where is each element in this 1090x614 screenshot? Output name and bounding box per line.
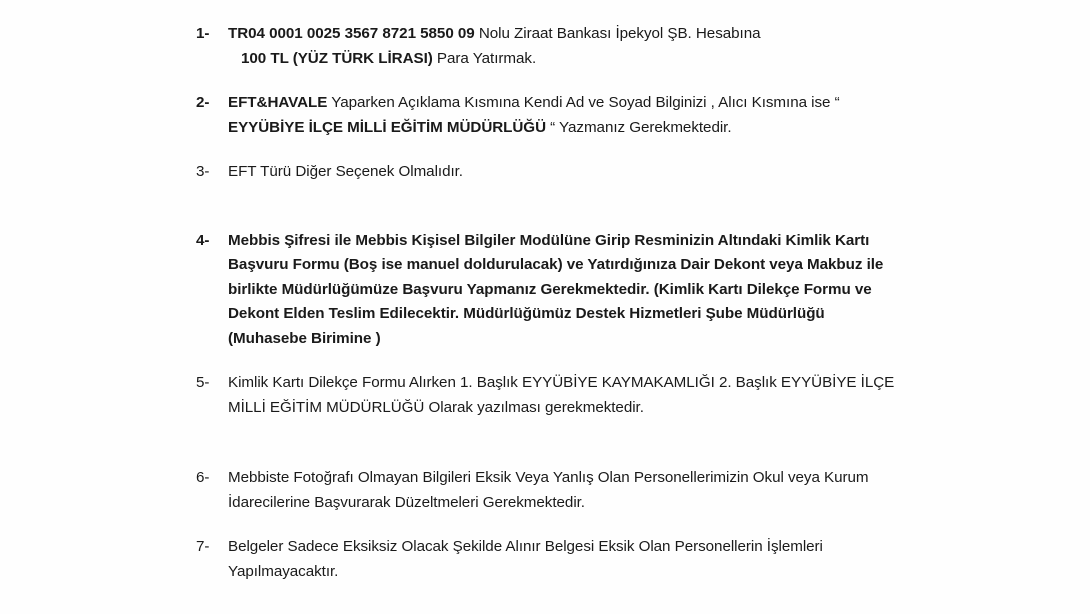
list-marker-3: 3- (196, 163, 210, 180)
list-item-3 (196, 160, 902, 185)
iban-number: TR04 0001 0025 3567 8721 5850 09 (228, 25, 475, 42)
spacer (196, 351, 902, 371)
list-item-4 (196, 229, 902, 352)
list-item-7-text: Belgeler Sadece Eksiksiz Olacak Şekilde Alınır Belgesi Eksik Olan Personellerin İşlemleri Yapılmayacaktır. (228, 538, 823, 580)
list-item-5-text: Kimlik Kartı Dilekçe Formu Alırken 1. Başlık EYYÜBİYE KAYMAKAMLIĞI 2. Başlık EYYÜBİYE İLÇE MİLLİ EĞİTİM MÜDÜRLÜĞÜ Olarak yazılması gerekmektedir. (228, 374, 895, 416)
bank-account-description: Nolu Ziraat Bankası İpekyol ŞB. Hesabına (474, 25, 761, 42)
transfer-instruction-tail: “ Yazmanız Gerekmektedir. (545, 118, 732, 136)
transfer-type-label: EFT&HAVALE (228, 94, 328, 111)
spacer (196, 140, 902, 160)
list-item-6 (196, 466, 902, 515)
list-item-4-text: Mebbis Şifresi ile Mebbis Kişisel Bilgiler Modülüne Girip Resminizin Altındaki Kimlik Kartı Başvuru Formu (Boş ise manuel doldurulacak) ve Yatırdığınıza Dair Dekont veya Makbuz ile birlikte Müdürlüğümüze Başvuru Yapmanız Gerekmektedir. (Kimlik Kartı Dilekçe Formu ve Dekont Elden Teslim Edilecektir. Müdürlüğümüz Destek Hizmetleri Şube Müdürlüğü (Muhasebe Birimine ) (228, 231, 884, 347)
list-item-6-text: Mebbiste Fotoğrafı Olmayan Bilgileri Eksik Veya Yanlış Olan Personellerimizin Okul veya Kurum İdarecilerine Başvurarak Düzeltmeleri Gerekmektedir. (228, 469, 869, 511)
list-item-1-text (228, 22, 902, 71)
spacer (196, 71, 902, 91)
spacer (196, 515, 902, 535)
list-item-3-text: EFT Türü Diğer Seçenek Olmalıdır. (228, 163, 463, 180)
amount-value: 100 TL (YÜZ TÜRK LİRASI) (241, 49, 433, 67)
list-item-1 (196, 22, 902, 71)
amount-description: Para Yatırmak. (432, 49, 537, 67)
list-item-1-second-line (228, 47, 902, 72)
list-marker-7: 7- (196, 538, 210, 555)
recipient-name: EYYÜBİYE İLÇE MİLLİ EĞİTİM MÜDÜRLÜĞÜ (228, 118, 546, 136)
list-marker-6: 6- (196, 469, 210, 486)
document-body (196, 22, 902, 584)
spacer (196, 420, 902, 466)
transfer-instruction-text: Yaparken Açıklama Kısmına Kendi Ad ve Soyad Bilginizi , Alıcı Kısmına ise “ (327, 94, 840, 111)
list-item-2-text (228, 91, 902, 140)
list-marker-5: 5- (196, 374, 210, 391)
list-item-5 (196, 371, 902, 420)
spacer (196, 185, 902, 229)
list-item-2 (196, 91, 902, 140)
list-item-7 (196, 535, 902, 584)
list-marker-1: 1- (196, 25, 210, 42)
list-marker-2: 2- (196, 94, 210, 111)
list-marker-4: 4- (196, 231, 210, 249)
